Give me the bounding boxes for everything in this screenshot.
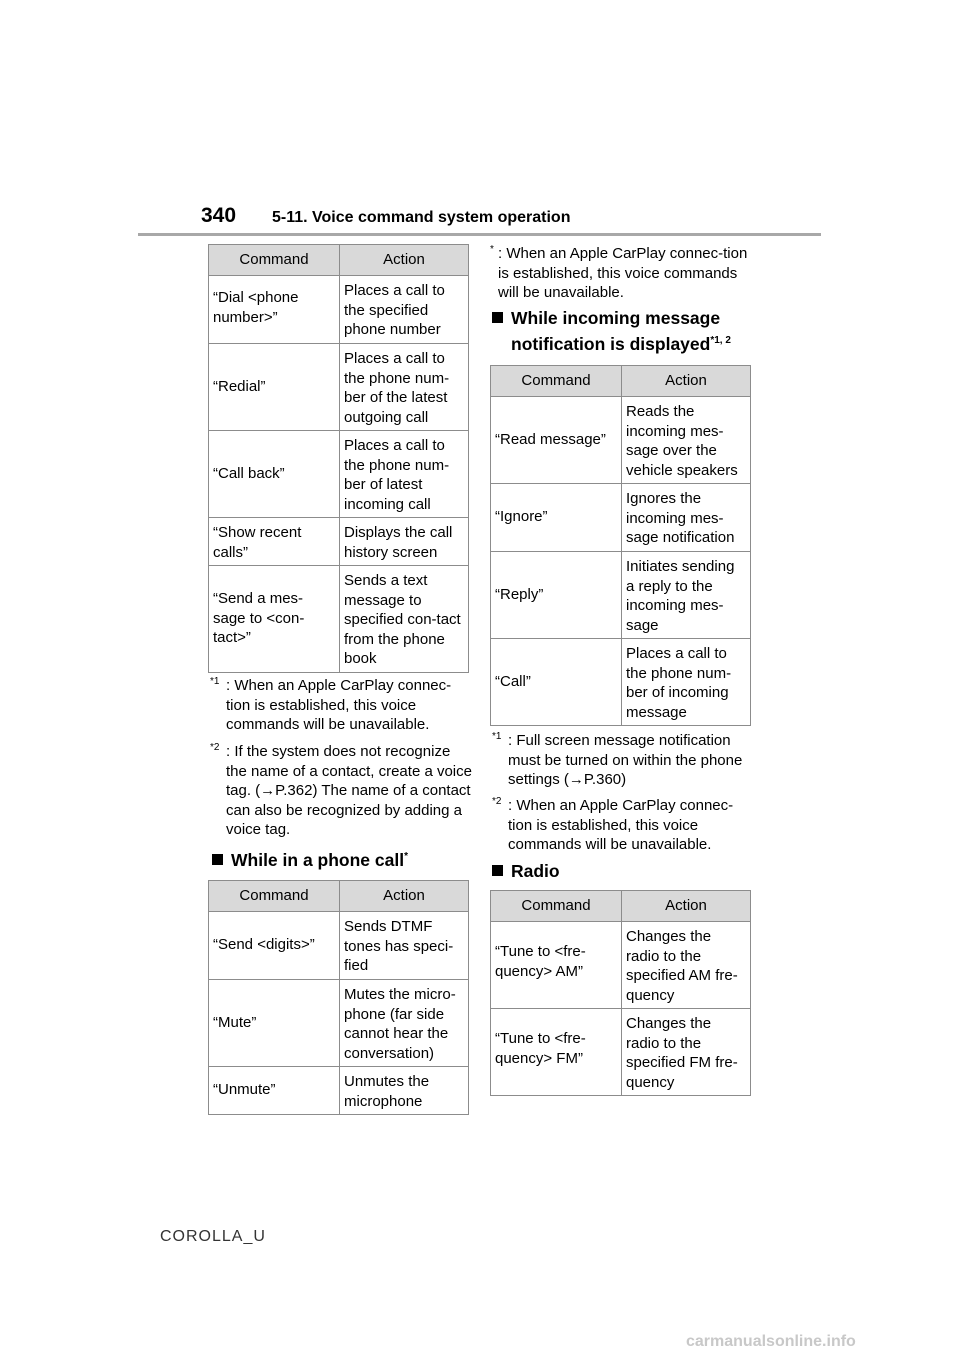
action-cell: Changes the radio to the specified FM fre-quency xyxy=(622,1009,751,1096)
column-header-command: Command xyxy=(491,366,622,397)
message-command-table xyxy=(490,365,751,726)
table-row xyxy=(209,518,469,566)
action-cell: Reads the incoming mes-sage over the vehicle speakers xyxy=(622,397,751,484)
command-cell: “Mute” xyxy=(209,980,340,1067)
footnote-text: : If the system does not recognize the name of a contact, create a voice tag. (→P.362) The name of a contact can also be recognized by adding a voice tag. xyxy=(226,743,472,838)
square-bullet-icon xyxy=(212,854,223,865)
action-cell: Mutes the micro-phone (far side cannot hear the conversation) xyxy=(340,980,469,1067)
footnote-text: : When an Apple CarPlay connec-tion is established, this voice commands will be unavailable. xyxy=(508,797,734,853)
column-header-command: Command xyxy=(209,245,340,276)
column-header-action: Action xyxy=(622,366,751,397)
command-cell: “Send a mes-sage to <con-tact>” xyxy=(209,566,340,673)
square-bullet-icon xyxy=(492,865,503,876)
footnote xyxy=(492,796,754,855)
table-row xyxy=(491,922,751,1009)
column-header-action: Action xyxy=(622,891,751,922)
table-row xyxy=(209,431,469,518)
column-header-command: Command xyxy=(491,891,622,922)
command-cell: “Read message” xyxy=(491,397,622,484)
action-cell: Unmutes the microphone xyxy=(340,1067,469,1115)
heading-message-notification xyxy=(492,305,762,357)
table-header-row xyxy=(491,891,751,922)
command-cell: “Show recent calls” xyxy=(209,518,340,566)
table-row xyxy=(491,397,751,484)
section-title: 5-11. Voice command system operation xyxy=(272,209,571,226)
footnote-marker: * xyxy=(490,244,494,255)
action-cell: Places a call to the phone num-ber of incoming message xyxy=(622,639,751,726)
action-cell: Places a call to the phone num-ber of latest incoming call xyxy=(340,431,469,518)
command-cell: “Ignore” xyxy=(491,484,622,552)
heading-marker: * xyxy=(404,851,408,863)
table-row xyxy=(209,276,469,344)
action-cell: Ignores the incoming mes-sage notification xyxy=(622,484,751,552)
command-cell: “Send <digits>” xyxy=(209,912,340,980)
table-row xyxy=(491,639,751,726)
model-footer: COROLLA_U xyxy=(160,1228,266,1245)
table-header-row xyxy=(209,245,469,276)
command-cell: “Call” xyxy=(491,639,622,726)
action-cell: Sends a text message to specified con-tact from the phone book xyxy=(340,566,469,673)
footnote-marker: *2 xyxy=(492,796,502,807)
table-row xyxy=(209,344,469,431)
heading-phone-call xyxy=(212,847,408,873)
heading-text: While in a phone call xyxy=(231,850,405,870)
command-cell: “Tune to <fre-quency> AM” xyxy=(491,922,622,1009)
command-cell: “Redial” xyxy=(209,344,340,431)
footnote xyxy=(490,244,750,303)
phone-command-table xyxy=(208,244,469,673)
heading-marker: *1, 2 xyxy=(710,335,731,347)
footnote xyxy=(210,742,472,840)
footnote-text: : When an Apple CarPlay connec-tion is established, this voice commands will be unavailable. xyxy=(498,245,748,301)
heading-text-line2: notification is displayed xyxy=(511,334,711,354)
footnote xyxy=(492,731,754,790)
footnote xyxy=(210,676,472,735)
footnote-text: : Full screen message notification must be turned on within the phone settings (→P.360) xyxy=(508,732,743,788)
square-bullet-icon xyxy=(492,312,503,323)
command-cell: “Call back” xyxy=(209,431,340,518)
watermark: carmanualsonline.info xyxy=(686,1333,856,1350)
action-cell: Sends DTMF tones has speci-fied xyxy=(340,912,469,980)
table-row xyxy=(491,484,751,552)
column-header-action: Action xyxy=(340,881,469,912)
heading-radio xyxy=(492,858,560,884)
table-header-row xyxy=(209,881,469,912)
footnote-marker: *1 xyxy=(210,676,220,687)
table-row xyxy=(491,552,751,639)
radio-command-table xyxy=(490,890,751,1096)
footnote-text: : When an Apple CarPlay connec-tion is established, this voice commands will be unavailable. xyxy=(226,677,452,733)
heading-text: Radio xyxy=(511,861,560,881)
table-row xyxy=(491,1009,751,1096)
command-cell: “Reply” xyxy=(491,552,622,639)
action-cell: Places a call to the phone num-ber of the latest outgoing call xyxy=(340,344,469,431)
table-row xyxy=(209,566,469,673)
action-cell: Places a call to the specified phone number xyxy=(340,276,469,344)
command-cell: “Dial <phone number>” xyxy=(209,276,340,344)
action-cell: Displays the call history screen xyxy=(340,518,469,566)
footnote-marker: *1 xyxy=(492,731,502,742)
header-rule xyxy=(138,233,821,236)
heading-text: While incoming message xyxy=(511,308,721,328)
column-header-action: Action xyxy=(340,245,469,276)
command-cell: “Tune to <fre-quency> FM” xyxy=(491,1009,622,1096)
action-cell: Initiates sending a reply to the incoming mes-sage xyxy=(622,552,751,639)
page-number: 340 xyxy=(201,204,237,227)
call-command-table xyxy=(208,880,469,1115)
column-header-command: Command xyxy=(209,881,340,912)
action-cell: Changes the radio to the specified AM fre-quency xyxy=(622,922,751,1009)
command-cell: “Unmute” xyxy=(209,1067,340,1115)
table-row xyxy=(209,912,469,980)
table-row xyxy=(209,1067,469,1115)
table-row xyxy=(209,980,469,1067)
footnote-marker: *2 xyxy=(210,742,220,753)
table-header-row xyxy=(491,366,751,397)
